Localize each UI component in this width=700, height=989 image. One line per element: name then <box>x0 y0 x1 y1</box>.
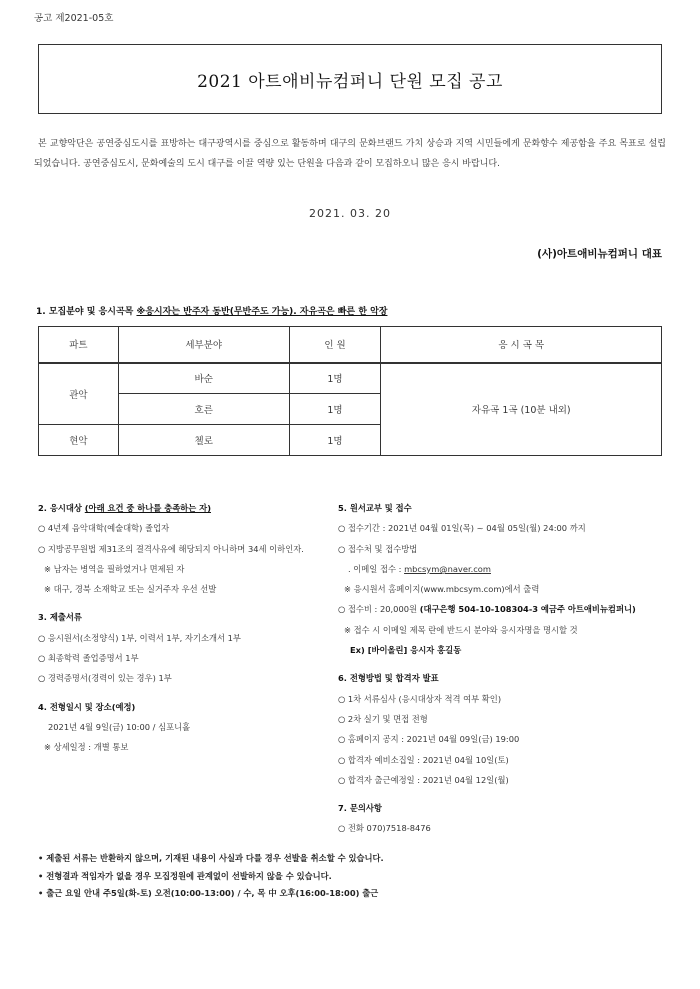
table-row <box>39 363 662 394</box>
header-piece: 응 시 곡 목 <box>381 327 662 363</box>
section2-heading-text: 2. 응시대상 <box>38 503 82 513</box>
list-item: ○ 경력증명서(경력이 있는 경우) 1부 <box>38 673 172 684</box>
piece-cell: 자유곡 1곡 (10분 내외) <box>381 363 662 456</box>
list-item: ※ 응시원서 홈페이지(www.mbcsym.com)에서 출력 <box>344 584 540 595</box>
header-count: 인 원 <box>289 327 381 363</box>
list-item: ○ 1차 서류심사 (응시대상자 적격 여부 확인) <box>338 693 502 704</box>
list-item: ※ 상세일정 : 개별 통보 <box>44 742 129 753</box>
intro-paragraph: 본 교향악단은 공연중심도시를 표방하는 대구광역시를 중심으로 활동하며 대구의 문화브랜드 가치 상승과 지역 시민들에게 문화향수 제공함을 주요 목표로 설립되었습니다. 공연중심도시, 문화예술의 도시 대구를 이끌 역량 있는 단원을 다음과 같이 모집하오니 많은 응시 바랍니다. <box>34 139 666 169</box>
title-box <box>38 44 662 114</box>
email-label: . 이메일 접수 : <box>348 563 405 574</box>
list-item: ※ 대구, 경북 소재학교 또는 실거주자 우선 선발 <box>44 584 217 595</box>
field-cell: 첼로 <box>118 425 289 456</box>
section2-heading-note: (아래 요건 중 하나를 충족하는 자) <box>84 503 211 513</box>
fee-line <box>338 599 636 619</box>
list-item: ○ 합격자 출근예정일 : 2021년 04월 12일(월) <box>338 774 509 785</box>
page-title: 2021 아트애비뉴컴퍼니 단원 모집 공고 <box>197 71 503 92</box>
email-line <box>338 559 636 579</box>
section6-heading: 6. 전형방법 및 합격자 발표 <box>338 673 439 684</box>
table-header-row <box>39 327 662 363</box>
notice-date: 2021. 03. 20 <box>309 207 391 220</box>
organization-name: (사)아트애비뉴컴퍼니 대표 <box>537 248 662 260</box>
count-cell: 1명 <box>289 425 381 456</box>
section3-heading: 3. 제출서류 <box>38 612 82 623</box>
section7-heading: 7. 문의사항 <box>338 803 382 814</box>
list-item: ○ 접수기간 : 2021년 04월 01일(목) ~ 04월 05일(월) 24:00 까지 <box>338 523 586 534</box>
recruitment-table <box>38 326 662 456</box>
left-column <box>38 498 304 758</box>
list-item: ○ 합격자 예비소집일 : 2021년 04월 10일(토) <box>338 754 509 765</box>
count-cell: 1명 <box>289 363 381 394</box>
footer-note: • 제출된 서류는 반환하지 않으며, 기재된 내용이 사실과 다를 경우 선발을 취소할 수 있습니다. <box>38 853 384 863</box>
field-cell: 바순 <box>118 363 289 394</box>
count-cell: 1명 <box>289 394 381 425</box>
part-cell: 현악 <box>39 425 119 456</box>
fee-label: ○ 접수비 : 20,000원 <box>338 604 420 615</box>
list-item: ○ 홈페이지 공지 : 2021년 04월 09일(금) 19:00 <box>338 734 520 745</box>
list-item: ※ 남자는 병역을 필하였거나 면제된 자 <box>44 563 185 574</box>
fee-account: (대구은행 504-10-108304-3 예금주 아트애비뉴컴퍼니) <box>419 604 636 615</box>
section5-heading: 5. 원서교부 및 접수 <box>338 503 412 513</box>
notice-number: 공고 제2021-05호 <box>34 13 114 24</box>
header-field: 세부분야 <box>118 327 289 363</box>
section1-heading-text: 1. 모집분야 및 응시곡목 <box>36 307 134 317</box>
email-link[interactable]: mbcsym@naver.com <box>404 563 491 574</box>
footer-note: • 전형결과 적임자가 없을 경우 모집정원에 관계없이 선발하지 않을 수 있습니다. <box>38 870 332 881</box>
list-item: ○ 최종학력 졸업증명서 1부 <box>38 653 139 664</box>
footer-notes <box>38 850 384 903</box>
list-item: ○ 지방공무원법 제31조의 결격사유에 해당되지 아니하며 34세 이하인자. <box>38 543 304 554</box>
list-item: ○ 4년제 음악대학(예술대학) 졸업자 <box>38 523 170 534</box>
footer-note: • 출근 요일 안내 주5일(화-토) 오전(10:00-13:00) / 수, 목 中 오후(16:00-18:00) 출근 <box>38 888 379 898</box>
part-cell: 관악 <box>39 363 119 425</box>
list-item: 2021년 4월 9일(금) 10:00 / 심포니홀 <box>48 721 191 732</box>
section2-heading <box>38 498 304 518</box>
example-line: Ex) [바이올린] 응시자 홍길동 <box>350 645 462 656</box>
list-item: ○ 응시원서(소정양식) 1부, 이력서 1부, 자기소개서 1부 <box>38 632 241 643</box>
section4-heading: 4. 전형일시 및 장소(예정) <box>38 701 136 712</box>
list-item: ○ 접수처 및 접수방법 <box>338 543 418 554</box>
section1-heading-note: ※응시자는 반주자 동반(무반주도 가능). 자유곡은 빠른 한 악장 <box>136 307 388 317</box>
header-part: 파트 <box>39 327 119 363</box>
right-column <box>338 498 636 839</box>
list-item: ○ 전화 070)7518-8476 <box>338 823 431 834</box>
field-cell: 호른 <box>118 394 289 425</box>
list-item: ○ 2차 실기 및 면접 전형 <box>338 713 428 724</box>
list-item: ※ 접수 시 이메일 제목 란에 반드시 분야와 응시자명을 명시할 것 <box>344 624 578 635</box>
section1-heading <box>36 304 387 317</box>
